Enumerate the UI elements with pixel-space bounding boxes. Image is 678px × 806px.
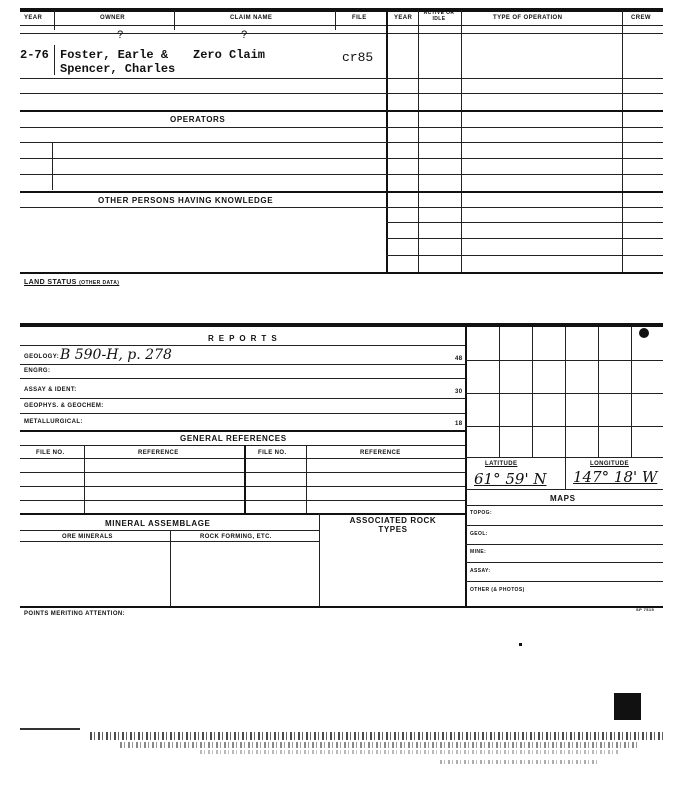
- record-claim-name: Zero Claim: [193, 48, 266, 62]
- divider: [174, 10, 175, 30]
- divider: [84, 445, 85, 513]
- col-crew: CREW: [631, 15, 651, 21]
- row-rule: [386, 238, 663, 239]
- assay-num: 30: [455, 389, 463, 395]
- row-rule: [20, 513, 465, 515]
- scan-speck: [519, 643, 522, 646]
- row-rule: [20, 345, 465, 346]
- row-rule: [20, 93, 663, 94]
- row-rule: [20, 364, 465, 365]
- ref-file-no-2: FILE NO.: [258, 450, 287, 456]
- latitude-label: LATITUDE: [485, 461, 518, 467]
- col-type-of-operation: TYPE OF OPERATION: [493, 15, 563, 21]
- row-rule: [20, 207, 663, 208]
- divider: [565, 457, 566, 489]
- maps-assay: ASSAY:: [470, 568, 491, 574]
- row-rule: [20, 398, 465, 399]
- latitude-value: 61° 59' N: [474, 470, 547, 488]
- form-number: SP 7515: [636, 607, 655, 612]
- row-rule: [20, 378, 465, 379]
- scan-line: [20, 728, 80, 730]
- section-mineral-assemblage: MINERAL ASSEMBLAGE: [105, 519, 211, 528]
- row-rule: [20, 500, 465, 501]
- divider: [52, 142, 53, 190]
- divider: [170, 530, 171, 606]
- section-other-persons: OTHER PERSONS HAVING KNOWLEDGE: [98, 196, 274, 205]
- grid-line: [499, 327, 500, 457]
- row-rule: [20, 191, 663, 193]
- row-rule: [20, 272, 663, 274]
- land-status-label: [24, 279, 119, 286]
- scan-noise-band: [200, 750, 620, 754]
- row-rule: [465, 505, 663, 506]
- ref-reference-2: REFERENCE: [360, 450, 401, 456]
- longitude-label: LONGITUDE: [590, 461, 629, 467]
- metallurgical-label: METALLURGICAL:: [24, 419, 83, 425]
- col-file: FILE: [352, 15, 367, 21]
- scan-noise-band: [440, 760, 600, 764]
- land-status-note: (OTHER DATA): [79, 280, 120, 286]
- geophys-label: GEOPHYS. & GEOCHEM:: [24, 403, 104, 409]
- header-rule: [20, 25, 663, 26]
- scan-block: [614, 693, 641, 720]
- row-rule: [465, 562, 663, 563]
- grid-line: [631, 327, 632, 457]
- section-general-references: GENERAL REFERENCES: [180, 434, 287, 443]
- col-year: YEAR: [24, 15, 43, 21]
- col-owner: OWNER: [100, 15, 125, 21]
- scan-noise-band: [120, 742, 640, 748]
- row-rule: [465, 544, 663, 545]
- row-rule: [20, 127, 663, 128]
- ref-reference: REFERENCE: [138, 450, 179, 456]
- divider-main: [386, 10, 388, 272]
- metallurgical-num: 18: [455, 421, 463, 427]
- record-owner-line2: Spencer, Charles: [60, 62, 176, 76]
- geology-num: 48: [455, 356, 463, 362]
- row-rule: [20, 413, 465, 414]
- row-rule: [20, 142, 663, 143]
- row-rule: [20, 110, 663, 112]
- divider: [622, 10, 623, 272]
- geology-value: B 590-H, p. 278: [60, 347, 172, 363]
- row-rule: [386, 222, 663, 223]
- divider: [306, 445, 307, 513]
- record-owner-line1: Foster, Earle &: [60, 48, 169, 62]
- record-year: 2-76: [20, 48, 49, 62]
- divider: [54, 45, 55, 75]
- divider: [54, 10, 55, 30]
- col-active-or-idle: ACTIVE OR IDLE: [423, 10, 455, 22]
- row-rule: [465, 581, 663, 582]
- section-associated-rock-types: ASSOCIATED ROCK TYPES: [349, 516, 437, 534]
- corner-mark: [639, 328, 649, 338]
- row-rule: [20, 430, 465, 432]
- col-year-2: YEAR: [394, 15, 413, 21]
- divider: [335, 10, 336, 30]
- ore-minerals: ORE MINERALS: [62, 534, 113, 540]
- grid-line: [565, 327, 566, 457]
- divider: [461, 10, 462, 272]
- rock-forming: ROCK FORMING, ETC.: [200, 534, 272, 540]
- assay-label: ASSAY & IDENT:: [24, 387, 77, 393]
- maps-mine: MINE:: [470, 549, 487, 555]
- maps-other: OTHER (& PHOTOS): [470, 587, 525, 593]
- grid-line: [598, 327, 599, 457]
- col-claim-name: CLAIM NAME: [230, 15, 273, 21]
- row-rule: [20, 78, 663, 79]
- row-rule: [20, 445, 465, 446]
- land-status-text: LAND STATUS: [24, 279, 77, 286]
- top-border: [20, 8, 663, 12]
- grid-line: [465, 393, 663, 394]
- grid-line: [465, 360, 663, 361]
- record-file: cr85: [342, 50, 374, 65]
- section-maps: MAPS: [550, 494, 576, 503]
- longitude-value: 147° 18' W: [573, 468, 658, 486]
- row-rule: [20, 458, 465, 459]
- grid-line: [532, 327, 533, 457]
- owner-unknown: ?: [117, 30, 124, 42]
- maps-topog: TOPOG:: [470, 510, 493, 516]
- geology-label: GEOLOGY:: [24, 354, 60, 360]
- reports-divider: [465, 327, 467, 607]
- divider: [418, 10, 419, 272]
- row-rule: [20, 158, 663, 159]
- reports-top-border: [20, 323, 663, 327]
- points-meriting-attention: POINTS MERITING ATTENTION:: [24, 611, 126, 617]
- section-operators: OPERATORS: [170, 115, 226, 124]
- scan-noise-band: [90, 732, 665, 740]
- row-rule: [386, 255, 663, 256]
- row-rule: [465, 489, 663, 490]
- divider: [244, 445, 246, 513]
- ref-file-no: FILE NO.: [36, 450, 65, 456]
- grid-line: [465, 457, 663, 458]
- section-reports: R E P O R T S: [208, 334, 279, 343]
- claim-unknown: ?: [241, 30, 248, 42]
- row-rule: [20, 174, 663, 175]
- maps-geol: GEOL:: [470, 531, 488, 537]
- row-rule: [20, 486, 465, 487]
- engrg-label: ENGRG:: [24, 368, 51, 374]
- row-rule: [20, 472, 465, 473]
- divider: [319, 513, 320, 606]
- row-rule: [20, 606, 663, 608]
- row-rule: [465, 525, 663, 526]
- grid-line: [465, 426, 663, 427]
